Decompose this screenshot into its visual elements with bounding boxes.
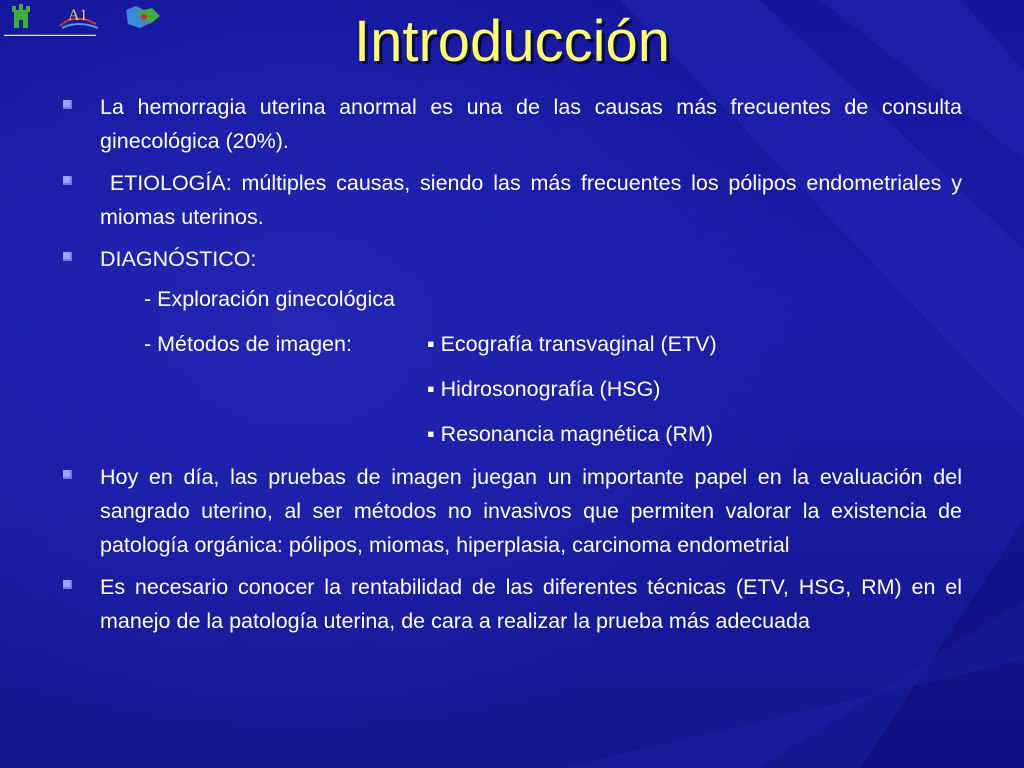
diagnostico-exploracion: - Exploración ginecológica: [144, 287, 395, 311]
bullet-item: [60, 460, 962, 562]
bullet-text: DIAGNÓSTICO:: [100, 247, 257, 271]
square-bullet-icon: [63, 580, 72, 589]
square-bullet-icon: [63, 252, 72, 261]
diagnostico-line: [60, 323, 962, 368]
method-item: ▪ Ecografía transvaginal (ETV): [427, 332, 717, 356]
diagnostico-line: [60, 413, 962, 458]
square-bullet-icon: [63, 470, 72, 479]
bullet-text: Hoy en día, las pruebas de imagen juegan un importante papel en la evaluación del sangrado uterino, al ser métodos no invasivos que permiten valorar la existencia de patología orgánica: pólipos, miomas, hiperplasia, carcinoma endometrial: [100, 465, 962, 557]
bullet-text: Es necesario conocer la rentabilidad de las diferentes técnicas (ETV, HSG, RM) en el manejo de la patología uterina, de cara a realizar la prueba más adecuada: [100, 575, 962, 633]
slide-content: [60, 90, 974, 646]
diagnostico-line: [60, 368, 962, 413]
bullet-item: [60, 570, 962, 638]
logo-caption: ▬▬▬▬▬▬▬▬▬▬▬▬▬▬▬▬▬▬▬▬▬▬▬: [4, 32, 96, 37]
bullet-item: [60, 166, 974, 234]
method-item: ▪ Resonancia magnética (RM): [427, 422, 714, 446]
bullet-item: [60, 242, 962, 276]
slide-title: Introducción: [354, 9, 670, 74]
diagnostico-line: [60, 278, 962, 323]
square-bullet-icon: [63, 176, 72, 185]
bullet-item: [60, 90, 962, 158]
bullet-text: La hemorragia uterina anormal es una de las causas más frecuentes de consulta ginecológica (20%).: [100, 95, 962, 153]
svg-text:A1: A1: [68, 7, 88, 24]
method-item: ▪ Hidrosonografía (HSG): [427, 377, 661, 401]
bullet-text: ETIOLOGÍA: múltiples causas, siendo las más frecuentes los pólipos endometriales y miomas uterinos.: [100, 171, 974, 229]
diagnostico-metodos-label: - Métodos de imagen:: [144, 332, 352, 356]
square-bullet-icon: [63, 100, 72, 109]
